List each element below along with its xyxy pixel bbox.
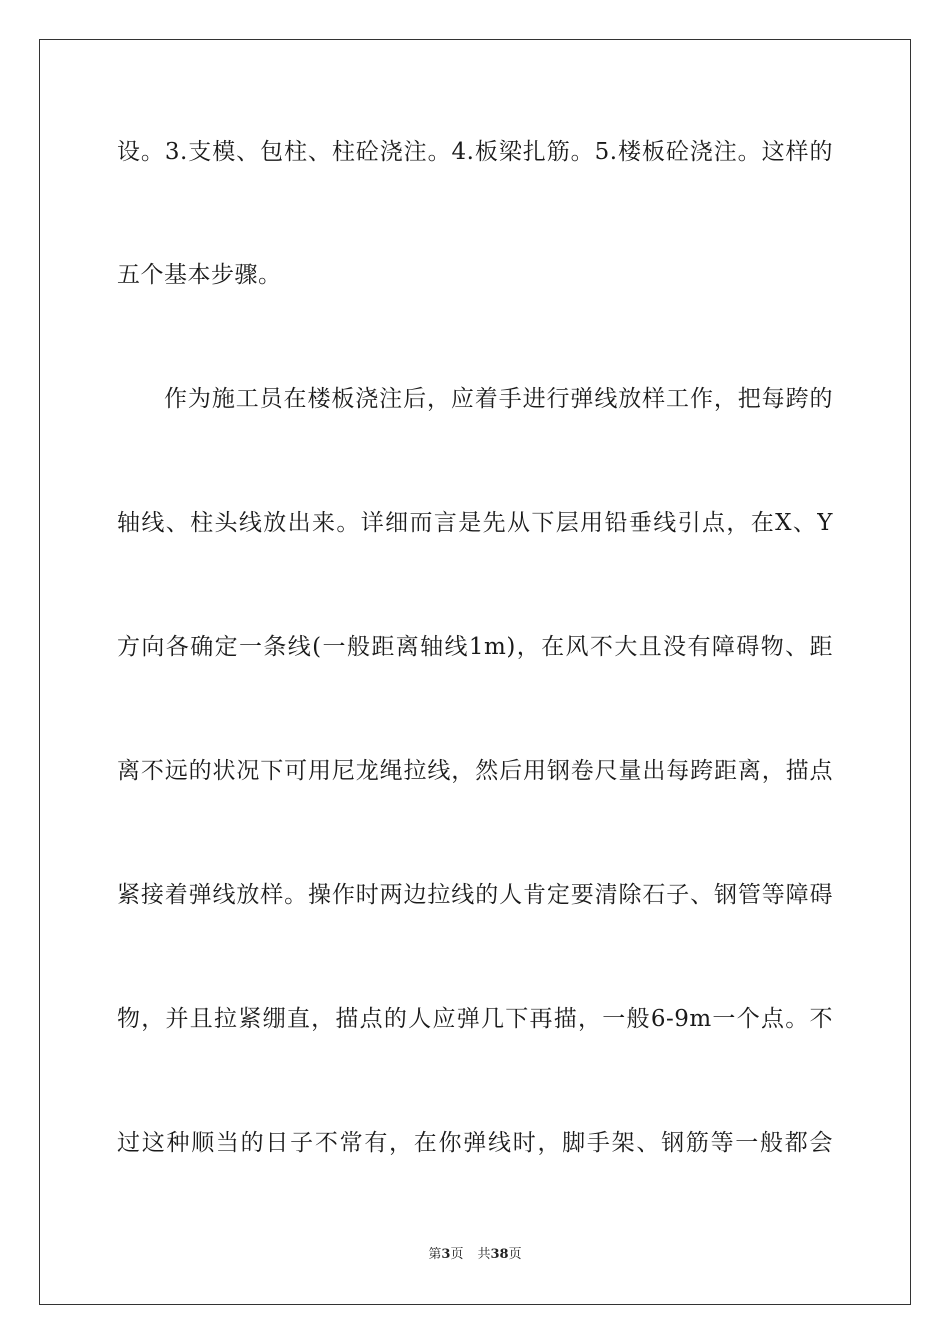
total-suffix: 页 — [508, 1247, 522, 1262]
text-line: 设。3.支模、包柱、柱砼浇注。4.板梁扎筋。5.楼板砼浇注。这样的 — [117, 139, 833, 165]
page-suffix: 页 — [450, 1247, 464, 1262]
text-line: 离不远的状况下可用尼龙绳拉线，然后用钢卷尺量出每跨距离，描点 — [117, 758, 833, 784]
total-prefix: 共 — [477, 1247, 491, 1262]
text-line: 过这种顺当的日子不常有，在你弹线时，脚手架、钢筋等一般都会 — [117, 1130, 833, 1156]
total-pages: 38 — [490, 1247, 509, 1262]
text-line: 物，并且拉紧绷直，描点的人应弹几下再描，一般6-9m一个点。不 — [117, 1006, 833, 1032]
page-prefix: 第 — [428, 1247, 442, 1262]
paragraph-first-line: 作为施工员在楼板浇注后，应着手进行弹线放样工作，把每跨的 — [164, 386, 833, 412]
text-line: 轴线、柱头线放出来。详细而言是先从下层用铅垂线引点，在X、Y — [117, 510, 833, 536]
page-border — [39, 39, 911, 1305]
text-line: 五个基本步骤。 — [117, 262, 282, 288]
page-footer — [0, 1246, 950, 1264]
text-line: 紧接着弹线放样。操作时两边拉线的人肯定要清除石子、钢管等障碍 — [117, 882, 833, 908]
text-line: 方向各确定一条线(一般距离轴线1m)，在风不大且没有障碍物、距 — [117, 634, 833, 660]
page-number: 3 — [441, 1247, 451, 1262]
